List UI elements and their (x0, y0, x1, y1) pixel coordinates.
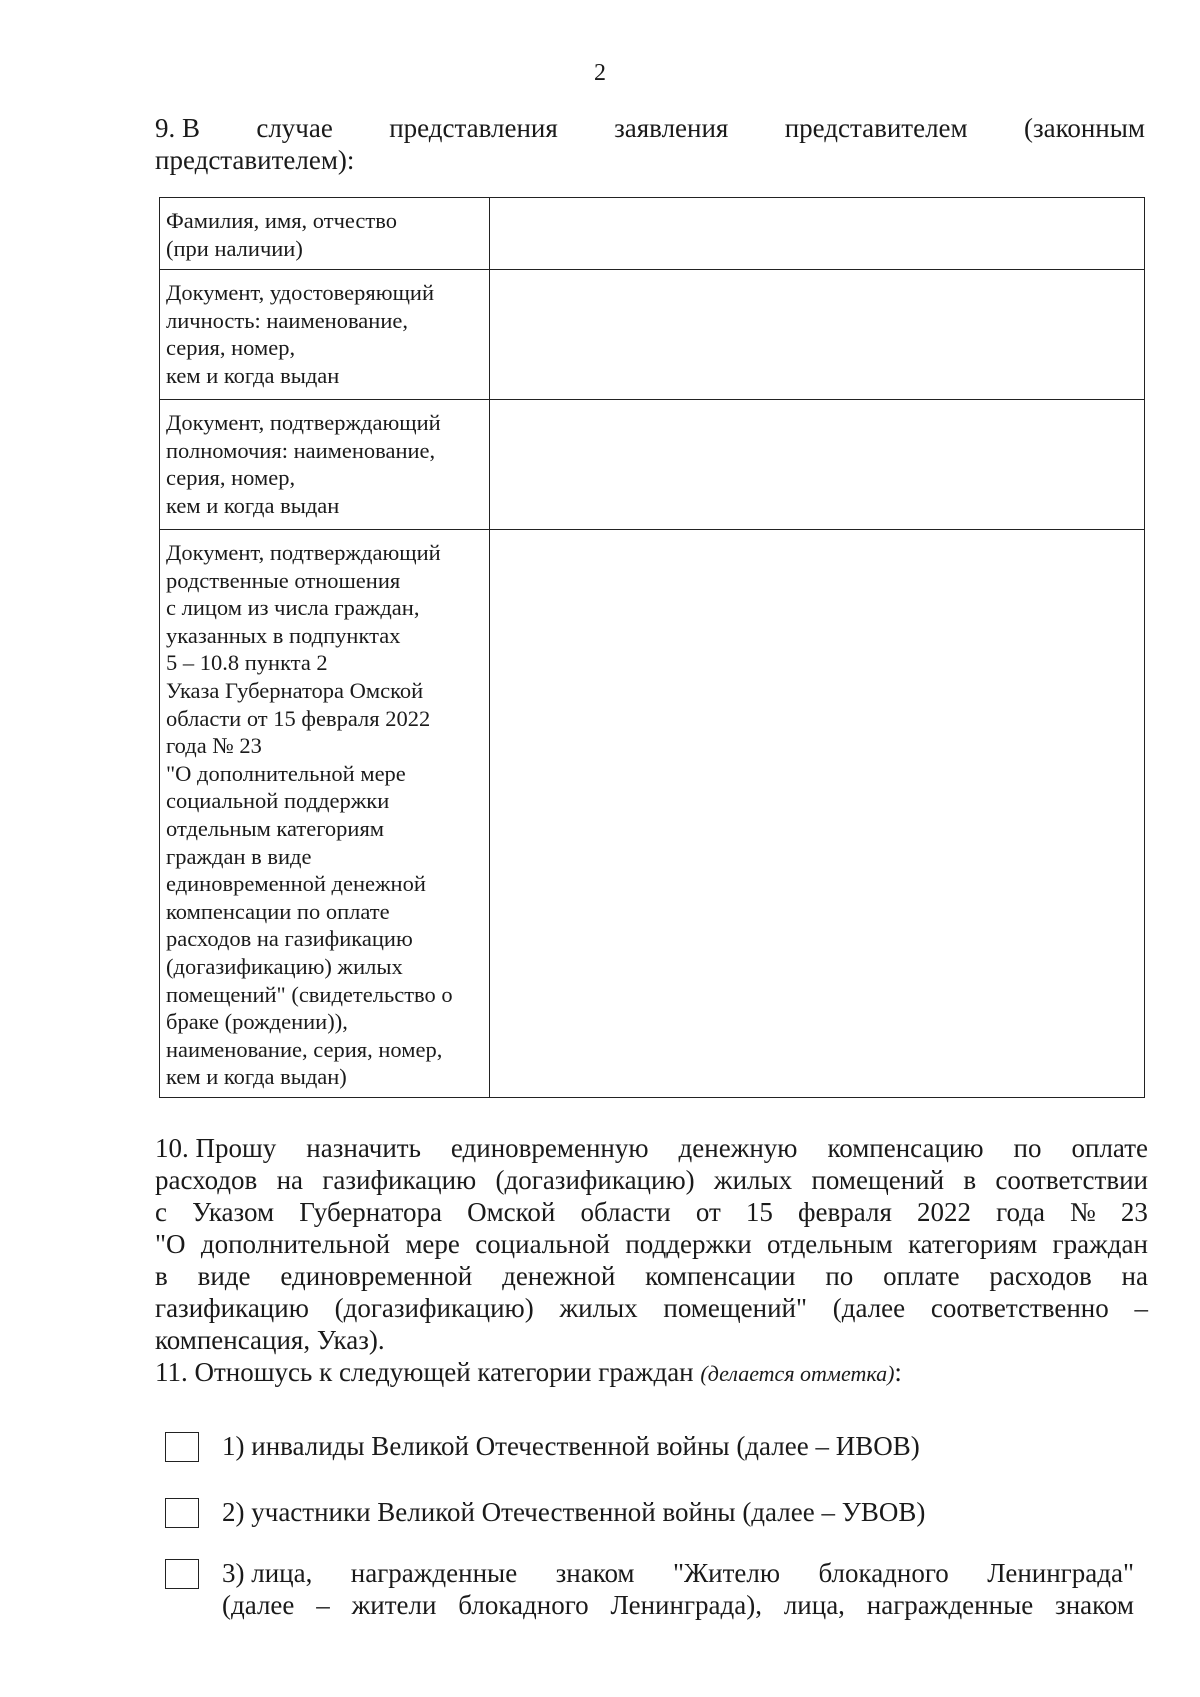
identity-document-value-cell[interactable] (489, 270, 1144, 400)
word: 3) лица, (222, 1558, 313, 1588)
word: мере (405, 1229, 460, 1259)
word: граждан (1052, 1229, 1148, 1259)
word: 2022 (916, 1197, 971, 1227)
word: года (996, 1197, 1045, 1227)
option-label (222, 1557, 1134, 1621)
authority-document-label (160, 400, 490, 530)
word: 15 (745, 1197, 773, 1227)
word: 10. Прошу (155, 1133, 277, 1163)
item-10-line (155, 1132, 1148, 1164)
label-line: компенсации по оплате (166, 898, 390, 924)
table-row-identity-document (160, 270, 1145, 400)
representative-table (159, 197, 1145, 1098)
label-line: указанных в подпунктах (166, 622, 401, 648)
word: (далее (222, 1590, 295, 1620)
item-10-last-line: компенсация, Указ). (155, 1325, 385, 1355)
word: денежной (502, 1261, 616, 1291)
word: на (276, 1165, 304, 1195)
label-line: браке (рождении)), (166, 1009, 348, 1035)
item-9-paragraph (155, 112, 1145, 176)
item-11-colon: : (894, 1357, 902, 1387)
label-line: помещений" (свидетельство о (166, 981, 453, 1007)
label-line: расходов на газификацию (166, 926, 413, 952)
word: в (155, 1261, 168, 1291)
word: – (316, 1590, 330, 1620)
item-9-word: заявления (614, 113, 729, 143)
word: расходов (155, 1165, 258, 1195)
item-9-word: представления (389, 113, 558, 143)
label-line: граждан в виде (166, 843, 312, 869)
page-number: 2 (594, 60, 606, 86)
word: знаком (555, 1558, 635, 1588)
identity-document-label (160, 270, 490, 400)
word: февраля (798, 1197, 892, 1227)
kinship-document-label (160, 530, 490, 1098)
word: знаком (1055, 1590, 1134, 1620)
word: Омской (467, 1197, 556, 1227)
label-line: отдельным категориям (166, 815, 385, 841)
table-row-full-name (160, 198, 1145, 270)
label-line: социальной поддержки (166, 788, 390, 814)
kinship-document-value-cell[interactable] (489, 530, 1144, 1098)
option-line (222, 1589, 1134, 1621)
word: единовременной (280, 1261, 473, 1291)
word: социальной (475, 1229, 610, 1259)
word: на (1121, 1261, 1148, 1291)
word: соответственно (930, 1293, 1109, 1323)
checkbox-leningrad[interactable] (165, 1559, 199, 1589)
option-line (222, 1557, 1134, 1589)
option-label: 1) инвалиды Великой Отечественной войны (далее – ИВОВ) (222, 1431, 920, 1461)
word: виде (197, 1261, 251, 1291)
word: блокадного (818, 1558, 949, 1588)
item-10-line (155, 1292, 1148, 1324)
label-line: года № 23 (166, 733, 262, 759)
word: соответствии (995, 1165, 1148, 1195)
word: награжденные (350, 1558, 518, 1588)
label-line: с лицом из числа граждан, (166, 595, 420, 621)
label-line: Документ, подтверждающий (166, 410, 441, 435)
table-row-kinship-document (160, 530, 1145, 1098)
word: денежную (678, 1133, 798, 1163)
word: "О (155, 1229, 186, 1259)
item-9-word: случае (256, 113, 333, 143)
word: в (963, 1165, 977, 1195)
item-9-word: представителем (784, 113, 968, 143)
item-9-line-2: представителем): (155, 145, 355, 175)
word: по (825, 1261, 854, 1291)
word: Ленинграда" (987, 1558, 1134, 1588)
item-10-line (155, 1196, 1148, 1228)
label-line: единовременной денежной (166, 871, 426, 897)
word: помещений (811, 1165, 945, 1195)
item-11-paragraph (155, 1356, 1148, 1390)
word: Губернатора (299, 1197, 442, 1227)
label-line: личность: наименование, (166, 307, 408, 333)
label-line: Указа Губернатора Омской (166, 677, 424, 703)
word: с (155, 1197, 167, 1227)
word: награжденные (866, 1590, 1034, 1620)
word: компенсации (645, 1261, 796, 1291)
label-line: "О дополнительной мере (166, 760, 406, 786)
word: расходов (989, 1261, 1092, 1291)
word: единовременную (450, 1133, 649, 1163)
word: жители (351, 1590, 437, 1620)
word: жилых (559, 1293, 638, 1323)
label-line: (догазификацию) жилых (166, 953, 403, 979)
word: оплате (883, 1261, 960, 1291)
authority-document-value-cell[interactable] (489, 400, 1144, 530)
item-9-word: (законным (1023, 113, 1145, 143)
word: блокадного (458, 1590, 589, 1620)
full-name-value-cell[interactable] (489, 198, 1144, 270)
item-10-line (155, 1164, 1148, 1196)
word: (далее (832, 1293, 906, 1323)
word: помещений" (663, 1293, 808, 1323)
word: поддержки (625, 1229, 752, 1259)
word: области (580, 1197, 671, 1227)
label-line: Фамилия, имя, отчество (166, 208, 397, 233)
word: лица, (783, 1590, 845, 1620)
label-line: родственные отношения (166, 567, 401, 593)
checkbox-uvov[interactable] (165, 1498, 199, 1528)
word: газификацию (322, 1165, 477, 1195)
word: – (1134, 1293, 1148, 1323)
word: жилых (713, 1165, 793, 1195)
word: Указом (192, 1197, 275, 1227)
word: компенсацию (827, 1133, 984, 1163)
label-line: наименование, серия, номер, (166, 1036, 443, 1062)
item-10-line (155, 1260, 1148, 1292)
word: (догазификацию) (495, 1165, 695, 1195)
word: категориям (908, 1229, 1038, 1259)
word: № (1070, 1197, 1096, 1227)
word: 23 (1120, 1197, 1148, 1227)
word: (догазификацию) (334, 1293, 534, 1323)
label-line: полномочия: наименование, (166, 437, 436, 463)
word: назначить (306, 1133, 421, 1163)
label-line: кем и когда выдан (166, 492, 340, 518)
word: газификацию (155, 1293, 309, 1323)
label-line: области от 15 февраля 2022 (166, 705, 431, 731)
label-line: серия, номер, (166, 465, 296, 491)
item-11-text: 11. Отношусь к следующей категории граждан (155, 1357, 701, 1387)
word: по (1013, 1133, 1042, 1163)
label-line: кем и когда выдан (166, 362, 340, 388)
item-10-paragraph (155, 1132, 1148, 1356)
label-line: Документ, подтверждающий (166, 540, 441, 565)
item-10-line (155, 1228, 1148, 1260)
option-label: 2) участники Великой Отечественной войны (далее – УВОВ) (222, 1497, 926, 1527)
word: от (695, 1197, 721, 1227)
item-9-line-1 (155, 112, 1145, 144)
full-name-label (160, 198, 490, 270)
word: Ленинграда), (610, 1590, 762, 1620)
word: дополнительной (200, 1229, 391, 1259)
label-line: (при наличии) (166, 235, 303, 261)
word: отдельным (766, 1229, 893, 1259)
table-row-authority-document (160, 400, 1145, 530)
label-line: 5 – 10.8 пункта 2 (166, 650, 328, 676)
checkbox-ivov[interactable] (165, 1432, 199, 1462)
label-line: Документ, удостоверяющий (166, 280, 434, 305)
label-line: серия, номер, (166, 335, 296, 361)
word: оплате (1071, 1133, 1148, 1163)
label-line: кем и когда выдан) (166, 1064, 347, 1090)
item-9-word: 9. В (155, 113, 201, 143)
word: "Жителю (672, 1558, 781, 1588)
item-11-note: (делается отметка) (700, 1361, 895, 1386)
item-11-line (155, 1356, 1148, 1390)
